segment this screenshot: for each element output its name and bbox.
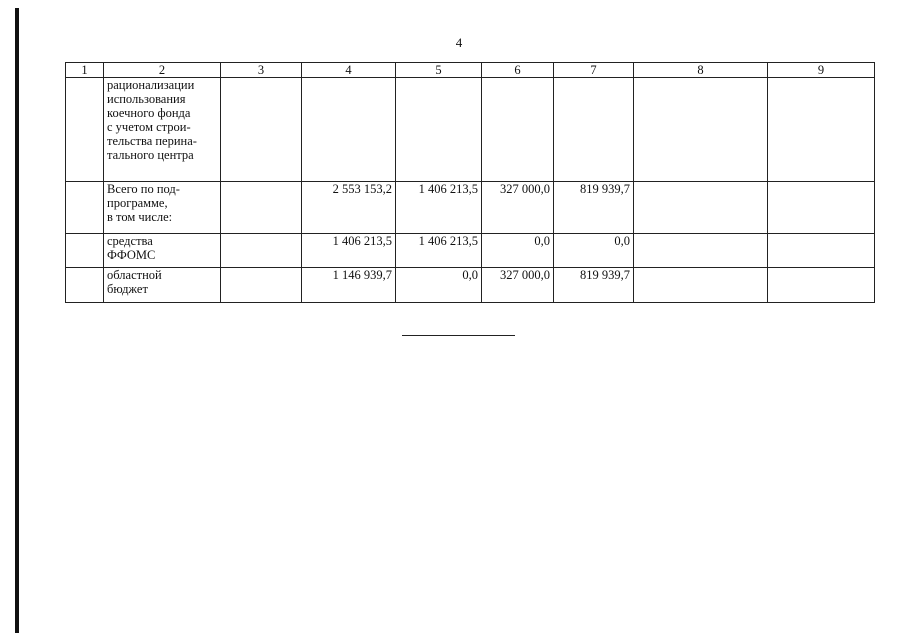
cell-c3 — [221, 234, 302, 268]
cell-c3 — [221, 78, 302, 182]
cell-c3 — [221, 268, 302, 303]
cell-c9 — [768, 234, 875, 268]
col-header-1: 1 — [66, 63, 104, 78]
cell-c5: 1 406 213,5 — [396, 234, 482, 268]
cell-c7 — [554, 78, 634, 182]
col-header-9: 9 — [768, 63, 875, 78]
budget-table — [65, 62, 875, 303]
cell-c8 — [634, 234, 768, 268]
table-row — [66, 182, 875, 234]
cell-c1 — [66, 182, 104, 234]
cell-c5: 0,0 — [396, 268, 482, 303]
cell-c5: 1 406 213,5 — [396, 182, 482, 234]
cell-description: рационализации использования коечного фонда с учетом строи- тельства перина- тального центра — [104, 78, 221, 182]
cell-c4: 2 553 153,2 — [302, 182, 396, 234]
col-header-3: 3 — [221, 63, 302, 78]
cell-c4 — [302, 78, 396, 182]
cell-description: Всего по под- программе, в том числе: — [104, 182, 221, 234]
col-header-7: 7 — [554, 63, 634, 78]
cell-c5 — [396, 78, 482, 182]
cell-c7: 819 939,7 — [554, 268, 634, 303]
cell-c6: 0,0 — [482, 234, 554, 268]
cell-c1 — [66, 234, 104, 268]
table-row — [66, 234, 875, 268]
end-of-document-rule — [402, 335, 515, 336]
cell-c6: 327 000,0 — [482, 268, 554, 303]
col-header-8: 8 — [634, 63, 768, 78]
cell-c8 — [634, 78, 768, 182]
col-header-5: 5 — [396, 63, 482, 78]
cell-c7: 0,0 — [554, 234, 634, 268]
cell-c4: 1 406 213,5 — [302, 234, 396, 268]
table-row — [66, 268, 875, 303]
cell-c9 — [768, 182, 875, 234]
cell-c6: 327 000,0 — [482, 182, 554, 234]
left-margin-rule — [15, 8, 19, 633]
cell-c7: 819 939,7 — [554, 182, 634, 234]
table-row — [66, 78, 875, 182]
cell-c9 — [768, 78, 875, 182]
col-header-2: 2 — [104, 63, 221, 78]
column-number-row — [66, 63, 875, 78]
cell-c4: 1 146 939,7 — [302, 268, 396, 303]
cell-c1 — [66, 268, 104, 303]
page-number: 4 — [455, 35, 463, 50]
col-header-6: 6 — [482, 63, 554, 78]
cell-c9 — [768, 268, 875, 303]
col-header-4: 4 — [302, 63, 396, 78]
cell-c6 — [482, 78, 554, 182]
cell-description: областной бюджет — [104, 268, 221, 303]
cell-c1 — [66, 78, 104, 182]
cell-description: средства ФФОМС — [104, 234, 221, 268]
cell-c8 — [634, 182, 768, 234]
cell-c3 — [221, 182, 302, 234]
cell-c8 — [634, 268, 768, 303]
